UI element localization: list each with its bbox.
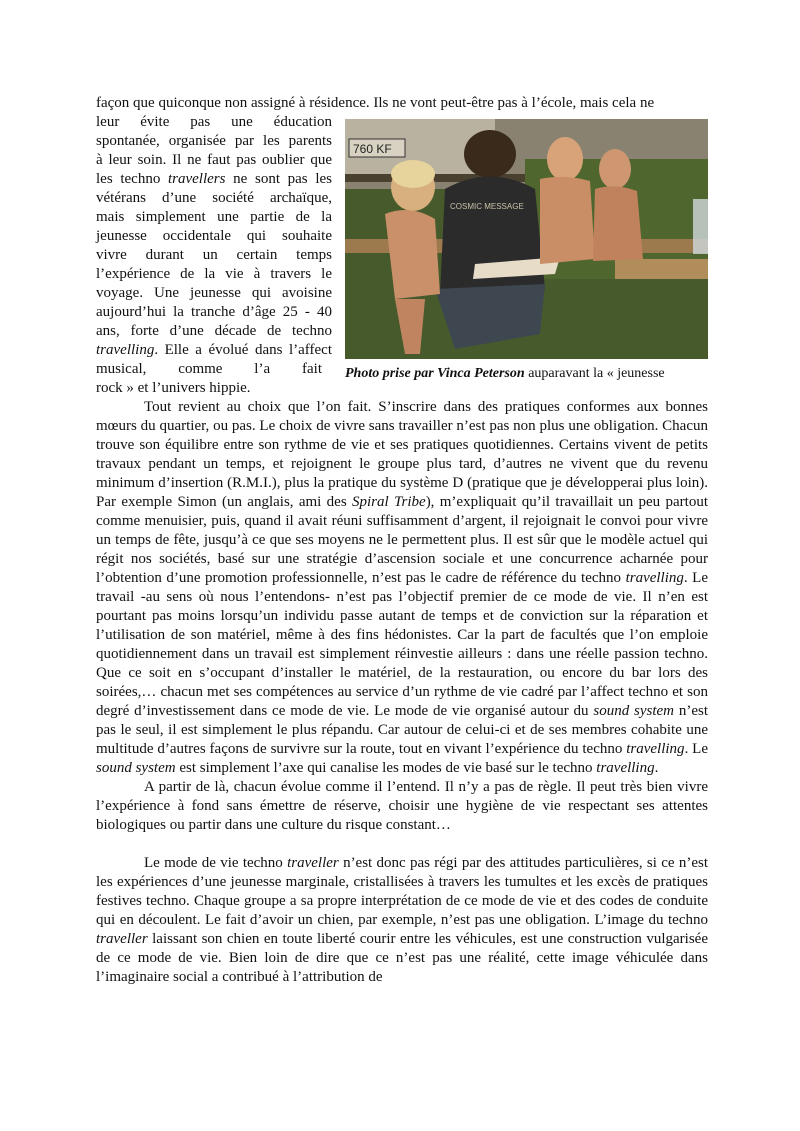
caption-continuation: auparavant la « jeunesse: [524, 366, 665, 381]
paragraph: Tout revient au choix que l’on fait. S’inscrire dans des pratiques conformes aux bonnes mœurs du quartier, ou pas. Le choix de vivre sans travailler n’est pas non plus une obligation. Chacun trouve son équilibre entre son rythme de vie et ses pratiques quotidiennes. Certains vivent de petits travaux pendant un temps, et rejoignent le groupe plus tard, d’autres ne vivent que du revenu minimum d’insertion (R.M.I.), plus la pratique du système D (pratique que je développerai plus loin). Par exemple Simon (un anglais, ami des Spiral Tribe), m’expliquait qu’il travaillait un peu partout comme menuisier, puis, quand il avait réuni suffisamment d’argent, il rejoignait le convoi pour vivre un temps de fête, jusqu’à ce que ses moyens ne le permettent plus. Il est sûr que le modèle actuel qui régit nos sociétés, basé sur une stratégie d’ascension sociale et une concurrence acharnée pour l’obtention d’une promotion professionnelle, n’est pas le cadre de référence du techno travelling. Le travail -au sens où nous l’entendons- n’est pas l’objectif premier de ce mode de vie. Il n’en est pourtant pas moins lorsqu’un individu passe autant de temps et de conviction sur la réparation et l’utilisation de son matériel, même à des fins hédonistes. Car la part de facultés que l’on emploie quotidiennement dans un travail est simplement réinvestie ailleurs : dans une réelle passion techno. Que ce soit en s’occupant d’installer le matériel, de la restauration, ou encore du bar lors des soirées,… chacun met ses compétences au service d’un rythme de vie cadré par l’affect techno et son degré d’investissement dans ce mode de vie. Le mode de vie organisé autour du sound system n’est pas le seul, il est simplement le plus répandu. Car autour de celui-ci et de ses membres cohabite une multitude d’autres façons de survivre sur la route, tout en vivant l’expérience du techno travelling. Le sound system est simplement l’axe qui canalise les modes de vie basé sur le techno travelling.: [96, 399, 709, 776]
italic-term: travelling: [596, 760, 655, 776]
italic-term: traveller: [287, 855, 339, 871]
paragraph: Le mode de vie techno traveller n’est donc pas régi par des attitudes particulières, si ce n’est les expériences d’une jeunesse marginale, cristallisées à travers les tumultes et les excès de pratiques festives techno. Chaque groupe a sa propre interprétation de ce mode de vie et des codes de conduite qui en découlent. Le fait d’avoir un chien, par exemple, n’est pas une obligation. L’image du techno traveller laissant son chien en toute liberté courir entre les véhicules, est une construction vulgarisée de ce mode de vie. Bien loin de dire que ce n’est pas une réalité, cette image véhiculée dans l’imaginaire social a contribué à l’attribution de: [96, 855, 708, 985]
wrapped-line: aujourd’hui la tranche d’âge 25 - 40: [96, 304, 332, 320]
paragraph: A partir de là, chacun évolue comme il l’entend. Il n’y a pas de règle. Il peut très bien vivre l’expérience à fond sans émettre de réserve, choisir une hygiène de vie respectant ses attentes biologiques ou partir dans une culture du risque constant…: [96, 779, 708, 833]
photo-credit: Photo prise par Vinca Peterson: [345, 366, 525, 381]
wrapped-line: les techno travellers ne sont pas les: [96, 171, 332, 187]
body-paragraphs: [96, 398, 708, 987]
line-after-photo: rock » et l’univers hippie.: [96, 380, 251, 396]
wrapped-line: travelling. Elle a évolué dans l’affect: [96, 342, 332, 358]
truck-plate: 760 KF: [353, 142, 392, 156]
wrapped-line: jeunesse occidentale qui souhaite: [96, 228, 332, 244]
italic-term: sound system: [96, 760, 176, 776]
photo-man-reading-to-three-children-icon: [345, 119, 708, 359]
italic-term: travelling: [96, 342, 155, 358]
italic-term: traveller: [96, 931, 148, 947]
italic-term: travelling: [626, 741, 685, 757]
wrapped-line: vivre durant un certain temps: [96, 247, 332, 263]
italic-term: travelling: [625, 570, 684, 586]
wrapped-line: mais simplement une partie de la: [96, 209, 332, 225]
italic-term: travellers: [167, 171, 226, 187]
wrapped-line: à leur soin. Il ne faut pas oublier que: [96, 152, 332, 168]
paragraph-gap: [96, 835, 708, 854]
italic-term: sound system: [593, 703, 675, 719]
document-page: [96, 94, 708, 987]
wrapped-line: ans, forte d’une décade de techno: [96, 323, 332, 339]
wrapped-line: leur évite pas une éducation: [96, 114, 332, 130]
wrapped-line: voyage. Une jeunesse qui avoisine: [96, 285, 332, 301]
shirt-text: COSMIC MESSAGE: [450, 202, 524, 211]
wrapped-line: vétérans d’une société archaïque,: [96, 190, 332, 206]
italic-term: Spiral Tribe: [352, 494, 426, 510]
intro-line: façon que quiconque non assigné à résidence. Ils ne vont peut-être pas à l’école, mais cela ne: [96, 95, 655, 111]
wrapped-line: spontanée, organisée par les parents: [96, 133, 332, 149]
caption-left-text: musical, comme l’a fait: [96, 361, 322, 377]
photo-caption: [345, 365, 708, 383]
photo-figure: [345, 119, 708, 383]
photo: [345, 119, 708, 359]
wrapped-line: l’expérience de la vie à travers le: [96, 266, 332, 282]
